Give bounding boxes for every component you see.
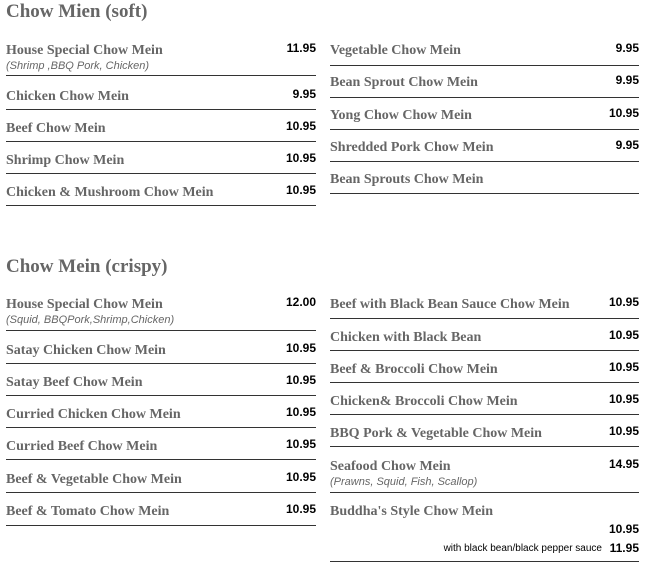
item-option-price: 11.95 bbox=[609, 541, 639, 555]
divider bbox=[6, 75, 316, 76]
menu-item bbox=[6, 297, 316, 327]
item-name: Bean Sprout Chow Mein bbox=[330, 75, 478, 90]
item-price: 14.95 bbox=[608, 457, 639, 471]
menu-item bbox=[6, 439, 316, 457]
divider bbox=[330, 414, 639, 415]
item-price: 10.95 bbox=[608, 295, 639, 309]
item-name: Chicken& Broccoli Chow Mein bbox=[330, 394, 518, 409]
menu-item bbox=[6, 504, 316, 522]
item-name: Curried Chicken Chow Mein bbox=[6, 407, 181, 422]
item-name: Beef & Vegetable Chow Mein bbox=[6, 472, 182, 487]
divider bbox=[6, 173, 316, 174]
item-base-price: 10.95 bbox=[608, 522, 639, 536]
divider bbox=[330, 350, 639, 351]
item-price: 9.95 bbox=[615, 73, 639, 87]
section-title-crispy: Chow Mein (crispy) bbox=[6, 256, 168, 277]
menu-item bbox=[330, 362, 639, 380]
item-name: Chicken Chow Mein bbox=[6, 89, 129, 104]
item-name: Chicken & Mushroom Chow Mein bbox=[6, 185, 214, 200]
menu-item bbox=[330, 297, 639, 315]
menu-item bbox=[330, 75, 639, 93]
item-price: 11.95 bbox=[286, 41, 316, 55]
item-name: BBQ Pork & Vegetable Chow Mein bbox=[330, 426, 542, 441]
divider bbox=[6, 109, 316, 110]
menu-item bbox=[330, 172, 639, 190]
menu-item bbox=[330, 459, 639, 489]
menu-item bbox=[6, 407, 316, 425]
item-name: Beef & Broccoli Chow Mein bbox=[330, 362, 498, 377]
divider bbox=[6, 492, 316, 493]
item-name: House Special Chow Mein bbox=[6, 297, 163, 312]
menu-item bbox=[6, 121, 316, 139]
item-price: 10.95 bbox=[285, 119, 316, 133]
item-name: Satay Chicken Chow Mein bbox=[6, 343, 166, 358]
item-price: 10.95 bbox=[285, 373, 316, 387]
item-name: Buddha's Style Chow Mein bbox=[330, 504, 493, 519]
item-price: 12.00 bbox=[285, 295, 316, 309]
menu-item bbox=[330, 43, 639, 61]
divider bbox=[330, 561, 639, 562]
item-price: 10.95 bbox=[608, 106, 639, 120]
divider bbox=[330, 129, 639, 130]
divider bbox=[330, 65, 639, 66]
item-name: Shrimp Chow Mein bbox=[6, 153, 125, 168]
item-price: 10.95 bbox=[608, 392, 639, 406]
divider bbox=[6, 525, 316, 526]
menu-item bbox=[330, 426, 639, 444]
item-price: 10.95 bbox=[285, 405, 316, 419]
menu-item bbox=[330, 330, 639, 348]
section-title-soft: Chow Mien (soft) bbox=[6, 1, 148, 22]
menu-item bbox=[330, 140, 639, 158]
menu-item bbox=[6, 89, 316, 107]
menu-item bbox=[330, 394, 639, 412]
divider bbox=[6, 141, 316, 142]
divider bbox=[330, 161, 639, 162]
item-name: Vegetable Chow Mein bbox=[330, 43, 461, 58]
item-price: 10.95 bbox=[608, 424, 639, 438]
item-price: 9.95 bbox=[615, 41, 639, 55]
item-description: (Squid, BBQPork,Shrimp,Chicken) bbox=[6, 314, 175, 326]
item-price: 10.95 bbox=[608, 328, 639, 342]
item-price: 9.95 bbox=[292, 87, 316, 101]
item-name: Satay Beef Chow Mein bbox=[6, 375, 143, 390]
menu-item bbox=[330, 504, 639, 522]
divider bbox=[330, 193, 639, 194]
item-name: Beef with Black Bean Sauce Chow Mein bbox=[330, 297, 570, 312]
menu-item bbox=[6, 472, 316, 490]
item-name: Yong Chow Chow Mein bbox=[330, 108, 472, 123]
menu-item bbox=[6, 153, 316, 171]
item-price: 10.95 bbox=[285, 502, 316, 516]
menu-item bbox=[330, 108, 639, 126]
divider bbox=[6, 395, 316, 396]
item-price: 10.95 bbox=[285, 183, 316, 197]
divider bbox=[6, 427, 316, 428]
divider bbox=[6, 205, 316, 206]
item-price: 10.95 bbox=[285, 341, 316, 355]
item-price: 10.95 bbox=[285, 470, 316, 484]
item-price: 10.95 bbox=[285, 437, 316, 451]
item-description: (Prawns, Squid, Fish, Scallop) bbox=[330, 476, 478, 488]
menu-item bbox=[6, 185, 316, 203]
item-name: Beef & Tomato Chow Mein bbox=[6, 504, 170, 519]
divider bbox=[330, 446, 639, 447]
menu-item bbox=[6, 343, 316, 361]
item-description: (Shrimp ,BBQ Pork, Chicken) bbox=[6, 60, 150, 72]
divider bbox=[330, 382, 639, 383]
item-name: Shredded Pork Chow Mein bbox=[330, 140, 494, 155]
item-name: Bean Sprouts Chow Mein bbox=[330, 172, 484, 187]
item-price: 9.95 bbox=[615, 138, 639, 152]
item-price: 10.95 bbox=[285, 151, 316, 165]
divider bbox=[330, 318, 639, 319]
item-name: Chicken with Black Bean bbox=[330, 330, 482, 345]
divider bbox=[6, 330, 316, 331]
item-name: Beef Chow Mein bbox=[6, 121, 106, 136]
divider bbox=[330, 97, 639, 98]
divider bbox=[6, 459, 316, 460]
menu-item bbox=[6, 375, 316, 393]
item-name: House Special Chow Mein bbox=[6, 43, 163, 58]
item-option-label: with black bean/black pepper sauce bbox=[443, 543, 602, 554]
divider bbox=[330, 492, 639, 493]
item-name: Curried Beef Chow Mein bbox=[6, 439, 158, 454]
menu-item bbox=[6, 43, 316, 73]
item-name: Seafood Chow Mein bbox=[330, 459, 451, 474]
divider bbox=[6, 363, 316, 364]
item-price: 10.95 bbox=[608, 360, 639, 374]
